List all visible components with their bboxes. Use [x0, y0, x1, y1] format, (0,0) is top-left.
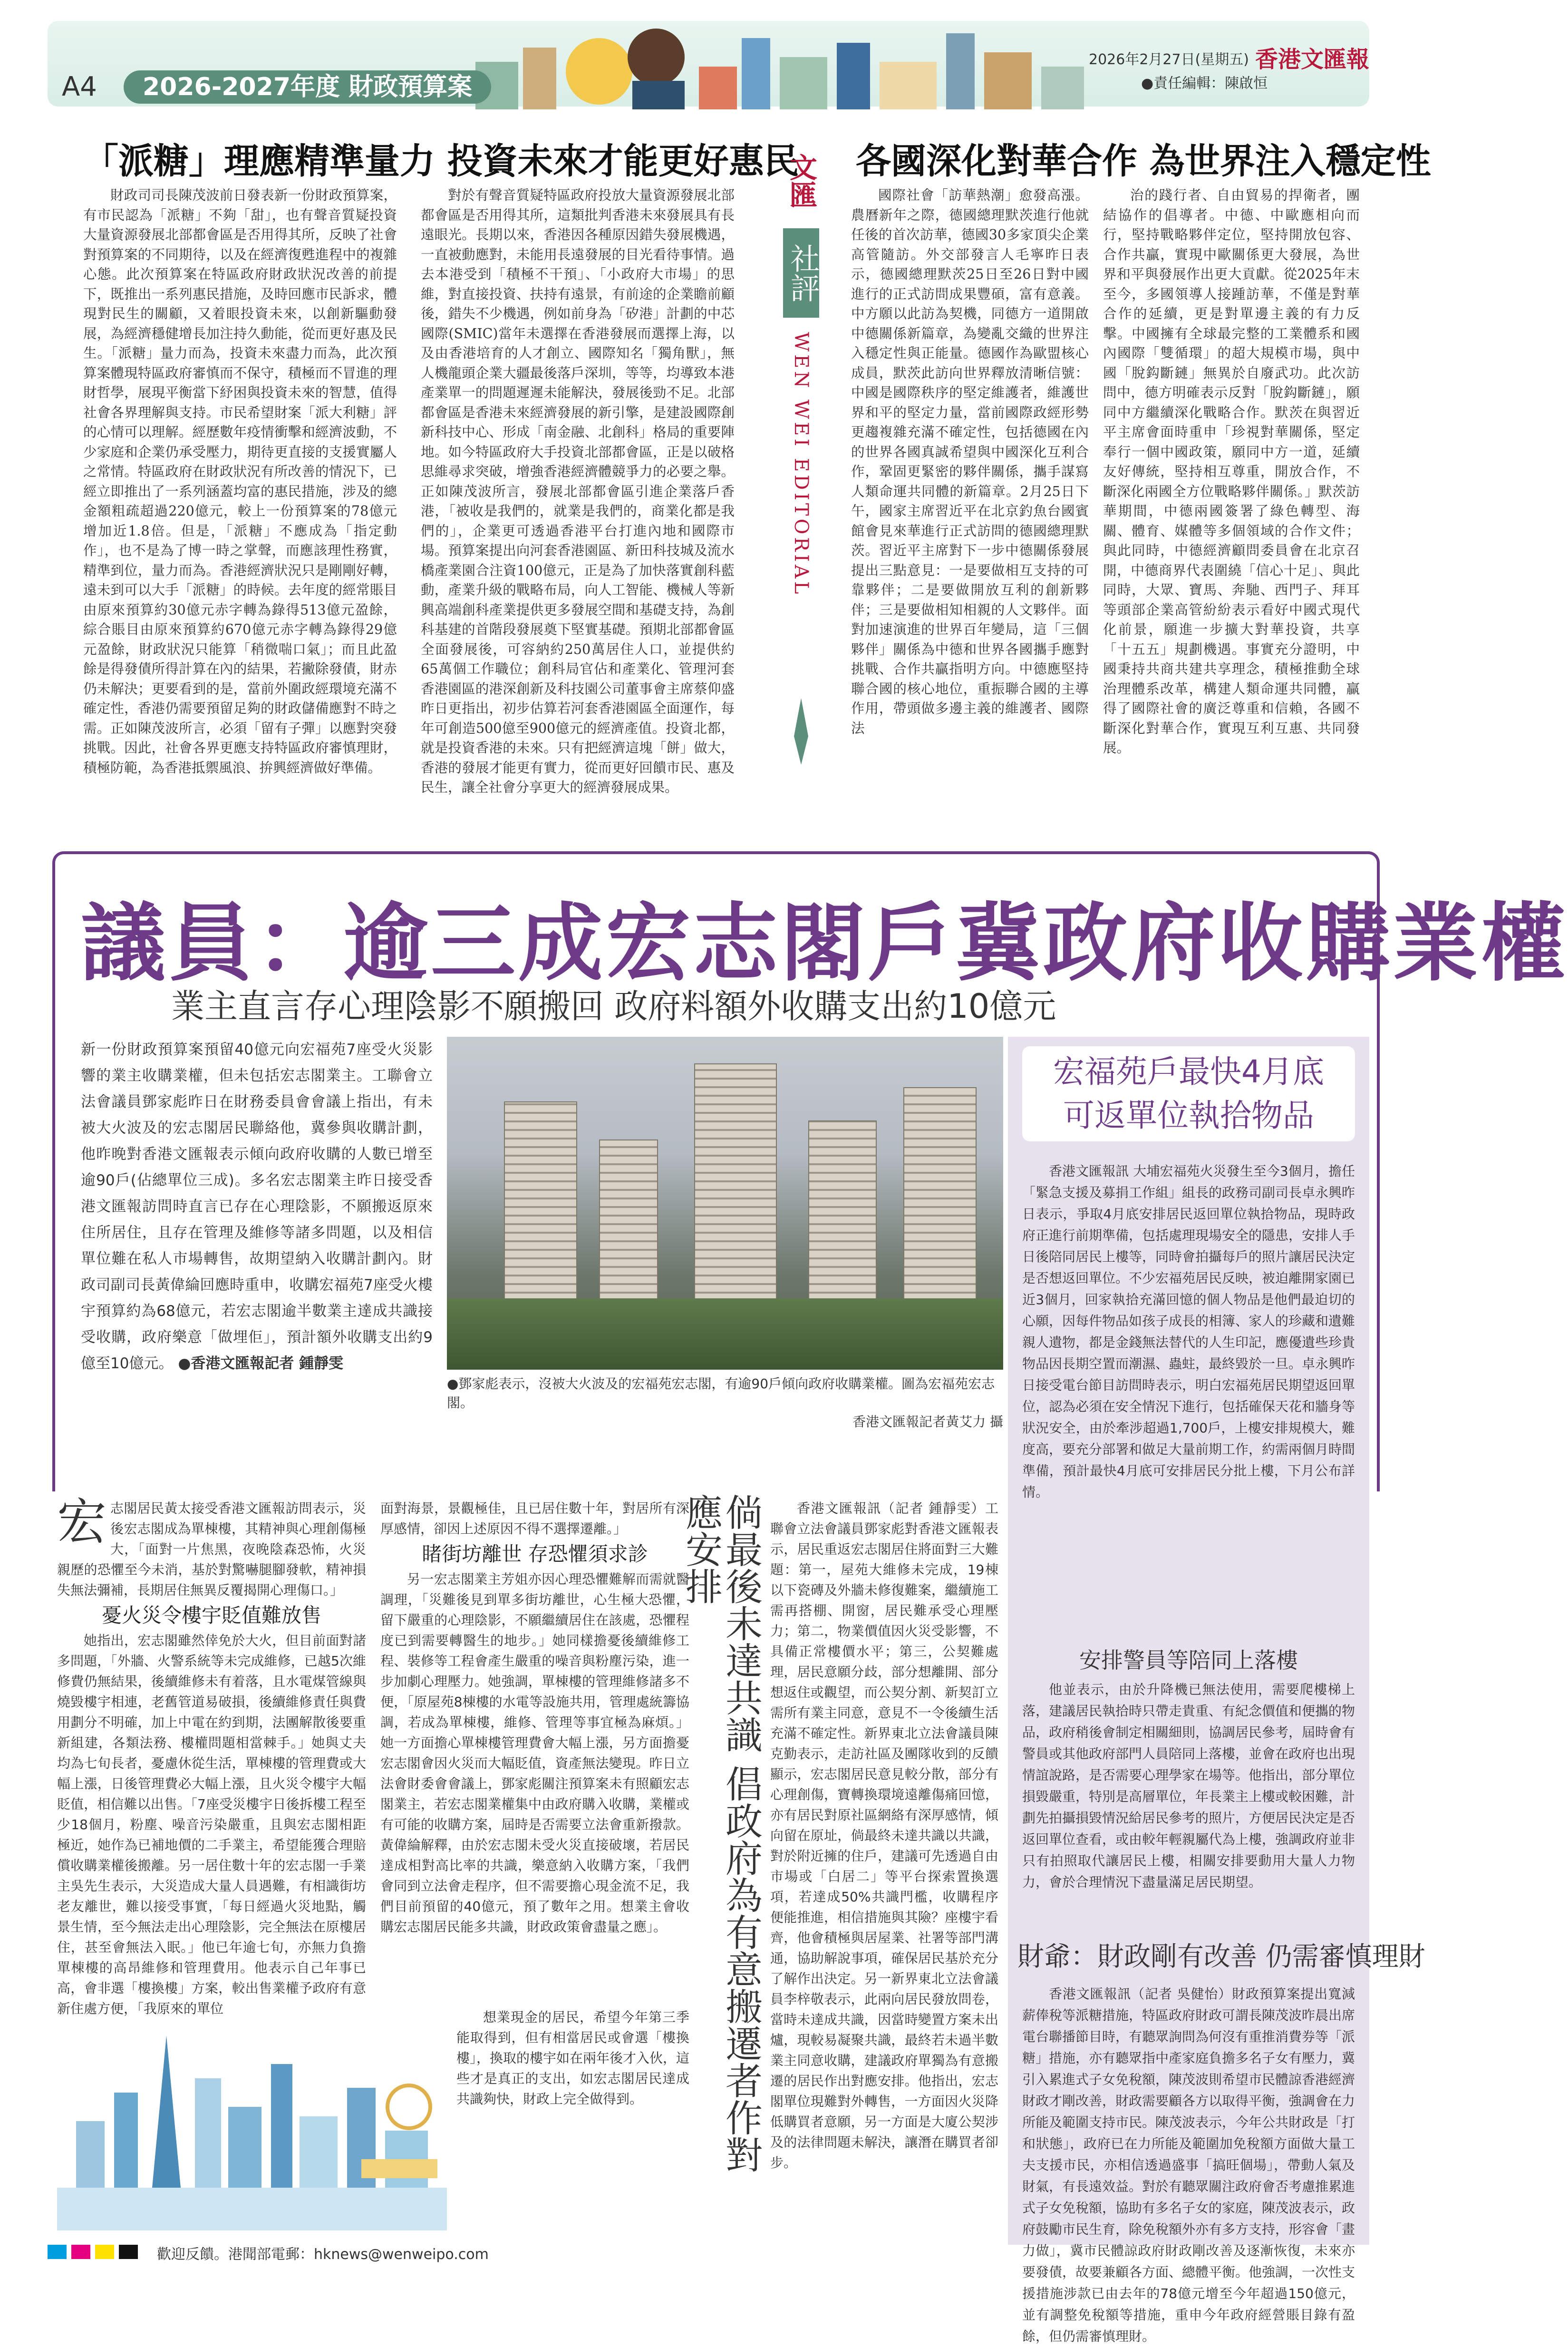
page-number: A4 — [62, 71, 97, 102]
story-col1-intro: 志閣居民黃太接受香港文匯報訪問表示，災後宏志閣成為單棟樓，其精神與心理創傷極大，「面對一片焦黑，夜晚陰森恐怖，火災親歷的恐懼至今未消，基於對驚嚇腿腳發軟，精神損失無法彌補，長期居住無異反覆揭開心理傷口。」 — [57, 1500, 366, 1598]
feature-headline: 議員：逾三成宏志閣戶冀政府收購業權 — [81, 894, 1568, 993]
editorial-right-col2: 治的踐行者、自由貿易的捍衛者，團結協作的倡導者。中德、中歐應相向而行，堅持戰略夥伴定位，堅持開放包容、合作共贏，實現中歐關係更大發展，為世界和平與發展作出更大貢獻。從2025年末至今，多國領導人接踵訪華，不僅是對華合作的延續，更是對單邊主義的有力反擊。中國擁有全球最完整的工業體系和國內國際「雙循環」的超大規模市場，與中國「脫鈎斷鏈」無異於自廢武功。此次訪問中，德方明確表示反對「脫鈎斷鏈」，願同中方繼續深化戰略合作。默茨在與習近平主席會面時重申「珍視對華關係，堅定奉行一個中國政策，願同中方一道，延續友好傳統，堅持相互尊重，開放合作，不斷深化兩國全方位戰略夥伴關係。」默茨訪華期間，中德兩國簽署了綠色轉型、海關、體育、媒體等多個領域的合作文件；與此同時，中德經濟顧問委員會在北京召開，中德商界代表圍繞「信心十足」、與此同時，大眾、寶馬、奔馳、西門子、拜耳等頭部企業高管紛紛表示看好中國式現代化前景，願進一步擴大對華投資，共享「十五五」規劃機遇。事實充分證明，中國秉持共商共建共享理念，積極推動全球治理體系改革，構建人類命運共同體，贏得了國際社會的廣泛尊重和信賴，各國不斷深化對華合作，實現互利互惠、共同發展。 — [1103, 187, 1360, 756]
story-col2-head: 睹街坊離世 存恐懼須求診 — [422, 1542, 648, 1566]
brand-logo: 香港文匯報 — [1255, 46, 1370, 73]
sidebar-text1: 香港文匯報訊 大埔宏福苑火災發生至今3個月，擔任「緊急支援及募捐工作組」組長的政務司副司長卓永興昨日表示，爭取4月底安排居民返回單位執拾物品，現時政府正進行前期準備，包括處理現場安全的隱患，安排人手日後陪同居民上樓等，同時會拍攝每戶的照片讓居民決定是否想返回單位。不少宏福苑居民反映，被迫離開家園已近3個月，回家執拾充滿回憶的個人物品是他們最迫切的心願，因每件物品如孩子成長的相簿、家人的珍藏和遺難親人遺物，都是金錢無法替代的人生印記，應優遺些珍貴物品因長期空置而潮濕、蟲蛀，最終毀於一旦。卓永興昨日接受電台節目訪問時表示，明白宏福苑居民期望返回單位，認為必須在安全情況下進行，包括確保天花和牆身等狀況安全，由於牽涉超過1,700戶，上樓安排規模大，難度高，要充分部署和做足大量前期工作，約需兩個月時間準備，預計最快4月底可安排居民分批上樓，下月公布詳情。 — [1022, 1163, 1355, 1500]
sidebar-text3: 香港文匯報訊（記者 吳健怡）財政預算案提出寬減薪俸稅等派糖措施，特區政府財政可謂長陳茂波昨晨出席電台聯播節目時，有聽眾詢問為何沒有重推消費券等「派糖」措施，亦有聽眾指中產家庭負擔多名子女有壓力，冀引入累進式子女免稅額，陳茂波則希望市民體諒香港經濟財政才剛改善，財政需要顧各方以取得平衡，強調會在力所能及範圍支持市民。陳茂波表示，今年公共財政是「打和狀態」，政府已在力所能及範圍加免稅額方面做大量工夫支援市民，亦相信透過盛事「搞旺個場」，帶動人氣及財氣，有長遠效益。對於有聽眾關注政府會否考慮推累進式子女免稅額，協助有多名子女的家庭，陳茂波表示，政府鼓勵市民生育，除免稅額外亦有多方支持，形容會「畫力做」，冀市民體諒政府財政剛改善及逐漸恢復，未來亦要發債，故要兼顧各方面、總體平衡。他強調，一次性支援措施涉款已由去年的78億元增至今年超過150億元，並有調整免稅額等措施，重申今年政府經營賬目錄有盈餘，但仍需審慎理財。 — [1022, 1986, 1355, 2344]
photo-caption — [447, 1374, 1003, 1432]
color-bar-yellow — [95, 2245, 114, 2259]
editorial-left-col2: 對於有聲音質疑特區政府投放大量資源發展北部都會區是否用得其所，這類批判香港未來發展具有長遠眼光。長期以來，香港因各種原因錯失發展機遇，一直被動應對，未能用長遠發展的目光看待事情。過去本港受到「積極不干預」、「小政府大市場」的思維，對直接投資、扶持有遠景，有前途的企業瞻前顧後，錯失不少機遇，例如前身為「矽港」計劃的中芯國際(SMIC)當年未選擇在香港發展而選擇上海，以及由香港培育的人才創立、國際知名「獨角獸」，無人機龍頭企業大疆最後落戶深圳，等等，均導致本港產業單一的問題遲遲未能解決，發展後勁不足。北部都會區是香港未來經濟發展的新引擎，是建設國際創新科技中心、形成「南金融、北創科」格局的重要陣地。如今特區政府大手投資北部都會區，正是以破格思維尋求突破，增強香港經濟體競爭力的必要之舉。正如陳茂波所言，發展北部都會區引進企業落戶香港，「被收是我們的，就業是我們的，商業化都是我們的」，企業更可透過香港平台打進內地和國際市場。預算案提出向河套香港園區、新田科技城及流水橋產業園合注資100億元，正是為了加快落實創科藍動，產業升級的戰略布局，向人工智能、機械人等新興高端創科產業提供更多發展空間和基礎支持，為創科基建的首階段發展奠下堅實基礎。預期北部都會區全面發展後，可容納約250萬居住人口，並提供約65萬個工作職位；創科局官佔和產業化、管理河套香港園區的港深創新及科技園公司董事會主席蔡仰盛昨日更指出，初步估算若河套香港園區全面運作，每年可創造500億至900億元的經濟產值。投資北都，就是投資香港的未來。只有把經濟這塊「餅」做大，香港的發展才能更有實力，從而更好回饋市民、惠及民生，讓全社會分享更大的經濟發展成果。 — [421, 187, 735, 795]
editorial-left-col1: 財政司司長陳茂波前日發表新一份財政預算案，有市民認為「派糖」不夠「甜」，也有聲音質疑投資大量資源發展北部都會區是否用得其所，反映了社會對預算案的不同期待，以及在經濟復甦進程中的複雜心態。此次預算案在特區政府財政狀況改善的前提下，既推出一系列惠民措施，及時回應市民訴求，體現對民生的關顧，又着眼投資未來，以創新驅動發展，為經濟穩健增長加注持久動能，從而更好惠及民生。「派糖」量力而為，投資未來盡力而為，此次預算案體現特區政府審慎而不保守，積極而不冒進的理財哲學，展現平衡當下紓困與投資未來的智慧，值得社會各界理解與支持。市民希望財案「派大利糖」評的心情可以理解。經歷數年疫情衝擊和經濟波動，不少家庭和企業仍承受壓力，期待更直接的支援實屬人之常情。特區政府在財政狀況有所改善的情況下，已經立即推出了一系列涵蓋均富的惠民措施，涉及的總金額粗疏超過220億元，較上一份預算案的78億元增加近1.8倍。但是，「派糖」不應成為「指定動作」，也不是為了博一時之掌聲，而應該理性務實，精準到位，量力而為。香港經濟狀況只是剛剛好轉，遠未到可以大手「派糖」的時候。去年度的經常賬目由原來預算約30億元赤字轉為錄得513億元盈餘，綜合賬目由原來預算約670億元赤字轉為錄得29億元盈餘，財政狀況只能算「稍微喘口氣」；而且此盈餘是得發債所得計算在內的結果，若撇除發債，財赤仍未解決；更要看到的是，當前外圍政經環境充滿不確定性，香港仍需要預留足夠的財政儲備應對不時之需。正如陳茂波所言，必須「留有子彈」以應對突發挑戰。因此，社會各界更應支持特區政府審慎理財，積極防範，為香港抵禦風浪、拚興經濟做好準備。 — [83, 187, 397, 776]
issue-date: 2026年2月27日(星期五) — [1089, 51, 1249, 68]
editorial-left-title: 「派糖」理應精準量力 投資未來才能更好惠民 — [83, 141, 799, 182]
badge-bottom: WEN WEI EDITORIAL — [790, 332, 812, 597]
badge-middle: 社評 — [783, 228, 819, 318]
feature-lead — [81, 1037, 433, 1377]
feature-subheadline: 業主直言存心理陰影不願搬回 政府料額外收購支出約10億元 — [171, 987, 1056, 1026]
header-illustration — [475, 19, 1094, 109]
story-col3: 香港文匯報訊（記者 鍾靜雯）工聯會立法會議員鄧家彪對香港文匯報表示，居民重返宏志閣居住將面對三大難題：第一，屋苑大維修未完成，19棟以下瓷磚及外牆未修復難案，繼續施工需再搭棚、開窗，居民難承受心理壓力；第二，物業價值因火災受影響，不具備正常樓價水平；第三，公契難處理，居民意願分歧，部分想離開、部分想返住或觀望，而公契分割、新契訂立需所有業主同意，意見不一令後續生活充滿不確定性。新界東北立法會議員陳克勤表示，走訪社區及團隊收到的反饋顯示，宏志閣居民意見較分散，部分有心理創傷，寶轉換環境遠離傷痛回憶，亦有居民對原社區網絡有深厚感情，傾向留在原址，倘最終未達共識以共識，對於附近擁的住戶，建議可先透過自由市場或「白居二」等平台探索置換選項，若達成50%共識門檻，收購程序便能推進，相信措施與其險？座樓宇看齊，他會積極與居屋業、社署等部門溝通，協助解說事項，確保居民基於充分了解作出決定。另一新界東北立法會議員李梓敬表示，此兩向居民發放問卷，當時未達成共識，因當時變置方案未出爐，現較易凝聚共識，最終若未過半數業主同意收購，建議政府單獨為有意搬遷的居民作出對應安排。他指出，宏志閣單位現難對外轉售，一方面因火災降低購買者意願，另一方面是大廈公契涉及的法律問題未解決，讓潛在購買者卻步。 — [770, 1500, 998, 2171]
sidebar-text2: 他並表示，由於升降機已無法使用，需要爬樓梯上落，建議居民執拾時只帶走貴重、有紀念價值和便攜的物品，政府稍後會制定相關細則，協調居民參考，屆時會有警員或其他政府部門人員陪同上落樓，並會在政府也出現情誼說路，是否需要心理學家在場等。他指出，部分單位損毀嚴重，特別是高層單位，年長業主上樓或較困難，計劃先拍攝損毀情況給居民參考的照片，方便居民決定是否返回單位查看，或由較年輕親屬代為上樓，強調政府並非只有拍照取代讓居民上樓，相關安排要動用大量人力物力，會於合理情況下盡量滿足居民期望。 — [1022, 1682, 1355, 1890]
badge-top: 文匯 — [785, 153, 817, 208]
story-vertical-headline: 倘最後未達共識 倡政府為有意搬遷者作對應安排 — [679, 1493, 762, 2173]
sidebar-title-line1: 宏福苑戶最快4月底 — [1053, 1053, 1324, 1090]
story-col1-body: 她指出，宏志閣雖然倖免於大火，但目前面對諸多問題，「外牆、火警系統等未完成維修，已越5次維修費仍無結果，後續維修未有着落，且水電煤管線與燒毀樓宇相連，老舊管道易破損，後續維修責任與費用劃分不明確，加上中電在約到期，法團解散後要重新組建，各類法務、樓權問題相當棘手。」她與丈夫均為七旬長者，憂慮休從生活，單棟樓的管理費或大幅上漲，日後管理費必大幅上漲，且火災令樓宇大幅貶值，相信難以出售。「7座受災樓宇日後拆樓工程至少18個月，粉塵、噪音污染嚴重，且與宏志閣相距極近，她作為已補地價的二手業主，希望能獲合理賠償收購業權後搬離。另一居住數十年的宏志閣一手業主吳先生表示，大災造成大量人員遇難，有相識街坊老友離世，難以接受事實，「每日經過火災地點，觸景生情，至今無法走出心理陰影，完全無法在原樓居住，甚至會無法入眠。」他已年逾七旬，亦無力負擔單棟樓的高昂維修和管理費用。他表示自己年事已高，會非選「樓換樓」方案，較出售業權予政府有意新住處方便，「我原來的單位 — [57, 1633, 366, 2016]
page-header — [0, 0, 1417, 114]
skyline-illustration — [57, 2007, 713, 2230]
color-bar-cyan — [48, 2245, 67, 2259]
editorial-badge — [780, 143, 823, 942]
caption-text: ●鄧家彪表示，沒被大火波及的宏福苑宏志閣，有逾90戶傾向政府收購業權。圖為宏福苑宏志閣。 — [447, 1376, 995, 1411]
feature-photo — [447, 1037, 1003, 1370]
story-col2-body: 另一宏志閣業主芳姐亦因心理恐懼難解而需就醫調理，「災難後見到單多街坊離世，心生極大恐懼，留下嚴重的心理陰影，不願繼續居住在該處，恐懼程度已到需要轉醫生的地步。」她同樣擔憂後續維修工程、裝修等工程會產生嚴重的噪音與粉塵污染，進一步加劇心理壓力。她強調，單棟樓的管理維修諸多不便，「原屋苑8棟樓的水電等設施共用，管理處統籌協調，若成為單棟樓，維修、管理等事宜極為麻煩。」她一方面擔心單棟樓管理費會大幅上漲，另方面擔憂宏志閣會因火災而大幅貶值，資產無法變現。昨日立法會財委會會議上，鄧家彪關注預算案未有照顧宏志閣業主，若宏志閣業權集中由政府購入收購，業權或有可能的收購方案，屆時是否需要立法會重新撥款。黃偉綸解釋，由於宏志閣未受火災直接破壞，若居民達成相對高比率的共識，樂意納入收購方案，「我們會同到立法會走程序，但不需要擔心現金流不足，我們目前預留的40億元，預了數年之用。想業主會收購宏志閣居民能多共識，財政政策會盡量之應」。 — [380, 1571, 689, 1935]
sidebar-subhead2: 財爺：財政剛有改善 仍需審慎理財 — [1017, 1941, 1425, 1972]
editorial-right-title: 各國深化對華合作 為世界注入穩定性 — [856, 141, 1431, 182]
dropcap: 宏 — [57, 1493, 107, 1551]
color-bar-magenta — [71, 2245, 90, 2259]
lead-text: 新一份財政預算案預留40億元向宏福苑7座受火災影響的業主收購業權，但未包括宏志閣業主。工聯會立法會議員鄧家彪昨日在財務委員會會議上指出，有未被大火波及的宏志閣居民聯絡他，冀參與收購計劃，他昨晚對香港文匯報表示傾向政府收購的人數已增至逾90戶(佔總單位三成)。多名宏志閣業主昨日接受香港文匯報訪問時直言已存在心理陰影，不願搬返原來住所居住，且存在管理及維修等諸多問題，以及相信單位難在私人市場轉售，故期望納入收購計劃內。財政司副司長黃偉綸回應時重申，收購宏福苑7座受火樓宇預算約為68億元，若宏志閣逾半數業主達成共識接受收購，政府樂意「做埋佢」，預計額外收購支出約9億至10億元。 — [81, 1041, 433, 1372]
story-col2 — [380, 1498, 689, 2002]
story-col1-head: 憂火災令樓宇貶值難放售 — [101, 1604, 321, 1627]
section-tag: 2026-2027年度 財政預算案 — [124, 70, 491, 104]
photo-trees — [447, 1298, 1003, 1370]
photo-credit: 香港文匯報記者黃艾力 攝 — [852, 1414, 1003, 1430]
lead-byline: ●香港文匯報記者 鍾靜雯 — [178, 1355, 344, 1372]
editor-credit: ●責任編輯：陳啟恒 — [1141, 75, 1268, 92]
sidebar-title — [1022, 1046, 1355, 1141]
sidebar-subhead1: 安排警員等陪同上落樓 — [1079, 1647, 1298, 1673]
pen-icon — [780, 693, 823, 769]
story-col1 — [57, 1493, 366, 2016]
editorial-right-col1: 國際社會「訪華熱潮」愈發高漲。農曆新年之際，德國總理默茨進行他就任後的首次訪華，德國30多家頂尖企業高管隨訪。外交部發言人毛寧昨日表示，德國總理默茨25日至26日對中國進行的正式訪問成果豐碩，富有意義。中方願以此訪為契機，同德方一道開啟中德關係新篇章，為變亂交織的世界注入穩定性與正能量。德國作為歐盟核心成員，默茨此訪向世界釋放清晰信號：中國是國際秩序的堅定維護者，維護世界和平的堅定力量，當前國際政經形勢更趨複雜充滿不確定性，包括德國在內的世界各國真誠希望與中國深化互利合作，鞏固更緊密的夥伴關係，攜手謀寫人類命運共同體的新篇章。2月25日下午，國家主席習近平在北京釣魚台國賓館會見來華進行正式訪問的德國總理默茨。習近平主席對下一步中德關係發展提出三點意見：一是要做相互支持的可靠夥伴；二是要做開放互利的創新夥伴；三是要做相知相親的人文夥伴。面對加速演進的世界百年變局，這「三個夥伴」關係為中德和世界各國攜手應對挑戰、合作共贏指明方向。中德應堅持聯合國的核心地位，重振聯合國的主導作用，帶頭做多邊主義的維護者、國際法 — [851, 187, 1089, 736]
sidebar-title-line2: 可返單位執拾物品 — [1063, 1097, 1314, 1134]
story-col2-cont-text: 想業現金的居民，希望今年第三季能取得到，但有相當居民或會選「樓換樓」，換取的樓宇如在兩年後才入伙，這些才是真正的支出，如宏志閣居民達成共識夠快，財政上完全做得到。 — [456, 2009, 690, 2107]
story-col2-intro: 面對海景，景觀極佳，且已居住數十年，對居所有深厚感情，卻因上述原因不得不選擇遷離。」 — [380, 1500, 689, 1537]
footer-text: 歡迎反饋。港聞部電郵：hknews@wenweipo.com — [157, 2246, 489, 2263]
color-bar-black — [119, 2245, 138, 2259]
